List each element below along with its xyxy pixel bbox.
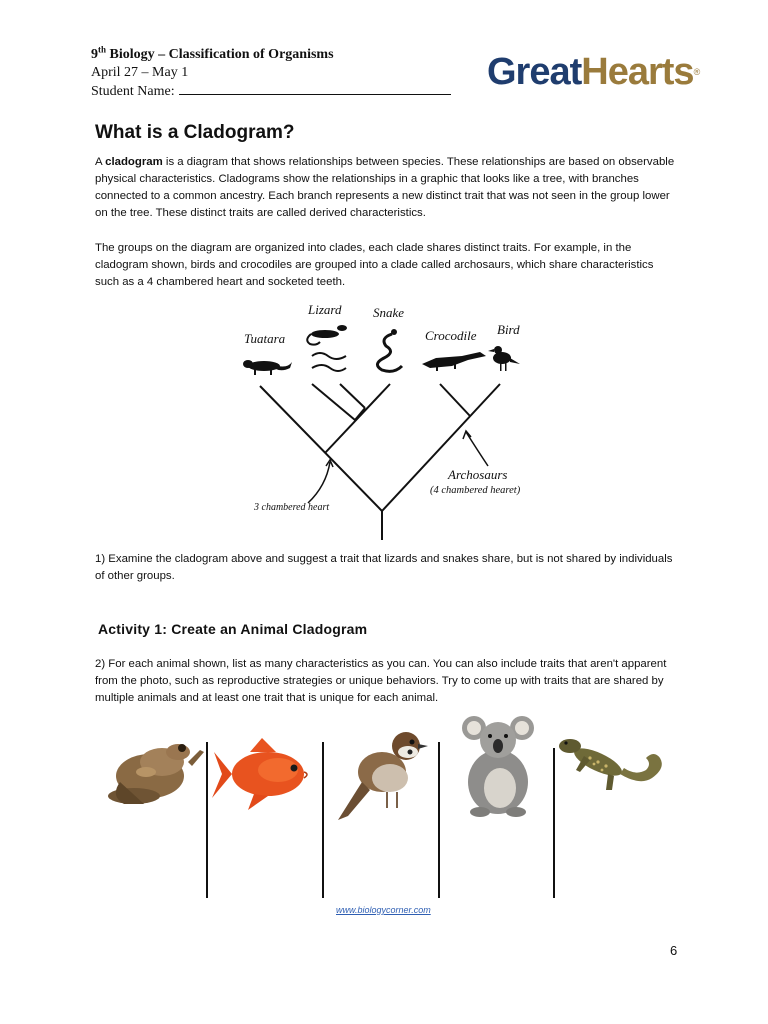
koala-image <box>462 716 534 817</box>
animal-images-row <box>100 712 680 902</box>
student-name-row <box>91 82 451 101</box>
branch-snake-node <box>355 408 365 420</box>
label-archosaurs: Archosaurs <box>448 467 508 482</box>
arrow-3-chambered <box>308 462 330 503</box>
intro-paragraph <box>95 154 680 222</box>
logo-registered-mark: ® <box>693 67 701 77</box>
activity-1-title: Activity 1: Create an Animal Cladogram <box>98 621 368 637</box>
greathearts-logo <box>487 52 700 92</box>
student-name-label: Student Name: <box>91 84 175 99</box>
document-header <box>91 46 451 101</box>
taxon-label-lizard: Lizard <box>308 302 342 317</box>
page-title: What is a Cladogram? <box>95 122 295 143</box>
lizard-icon <box>307 325 347 371</box>
logo-part-great: Great <box>487 51 582 93</box>
question-2: 2) For each animal shown, list as many characteristics as you can. You can also include traits that aren't apparent from the photo, such as reproductive strategies or unique behaviors. Try to come up with traits that are shared by multiple animals and at least one trait that is unique for each animal. <box>95 658 667 704</box>
taxon-label-crocodile: Crocodile <box>425 328 477 343</box>
grade-number: 9 <box>91 47 98 62</box>
student-name-blank[interactable] <box>179 82 451 95</box>
bird-icon <box>488 346 520 371</box>
page-number: 6 <box>670 943 678 958</box>
grade-superscript: th <box>98 44 107 55</box>
goldfish-image <box>212 738 307 810</box>
lizard-image <box>559 739 662 790</box>
tuatara-icon <box>243 360 292 375</box>
label-3-chambered-heart: 3 chambered heart <box>254 502 330 513</box>
crocodile-icon <box>422 352 486 371</box>
cladogram-branches <box>260 384 500 540</box>
branch-snake <box>340 384 365 408</box>
intro-text-rest: is a diagram that shows relationships between species. These relationships are based on observable physical characteristics. Cladograms show the relationships in a graphic that looks like a tree, with branches connected to a common ancestry. Each branch represents a new distinct trait that was not seen in the group lower on the tree. These distinct traits are called derived characteristics. <box>95 156 675 219</box>
biologycorner-link[interactable]: www.biologycorner.com <box>336 905 431 915</box>
sparrow-image <box>338 732 428 820</box>
label-4-chambered-heart: (4 chambered hearet) <box>430 485 521 496</box>
arrow-archosaurs <box>466 432 488 466</box>
cladogram-diagram <box>230 296 540 540</box>
taxon-label-tuatara: Tuatara <box>244 331 286 346</box>
date-range: April 27 – May 1 <box>91 65 189 80</box>
logo-part-hearts: Hearts <box>581 51 694 93</box>
taxon-label-snake: Snake <box>373 305 405 320</box>
question-1: 1) Examine the cladogram above and suggest a trait that lizards and snakes share, but is not shared by individuals of other groups. <box>95 553 673 582</box>
branch-tuatara <box>260 386 382 511</box>
frog-image <box>108 744 204 804</box>
course-name: Biology – Classification of Organisms <box>109 47 334 62</box>
clades-paragraph: The groups on the diagram are organized into clades, each clade shares distinct traits. For example, in the cladogram shown, birds and crocodiles are grouped into a clade called archosaurs, which share characteristics such as a 4 chambered heart and socketed teeth. <box>95 242 654 288</box>
intro-text-start: A <box>95 156 106 168</box>
taxon-label-bird: Bird <box>497 322 520 337</box>
snake-icon <box>377 329 402 371</box>
branch-crocodile <box>440 384 470 416</box>
branch-lizard <box>312 384 355 420</box>
term-cladogram: cladogram <box>105 156 163 168</box>
course-title <box>91 46 451 64</box>
